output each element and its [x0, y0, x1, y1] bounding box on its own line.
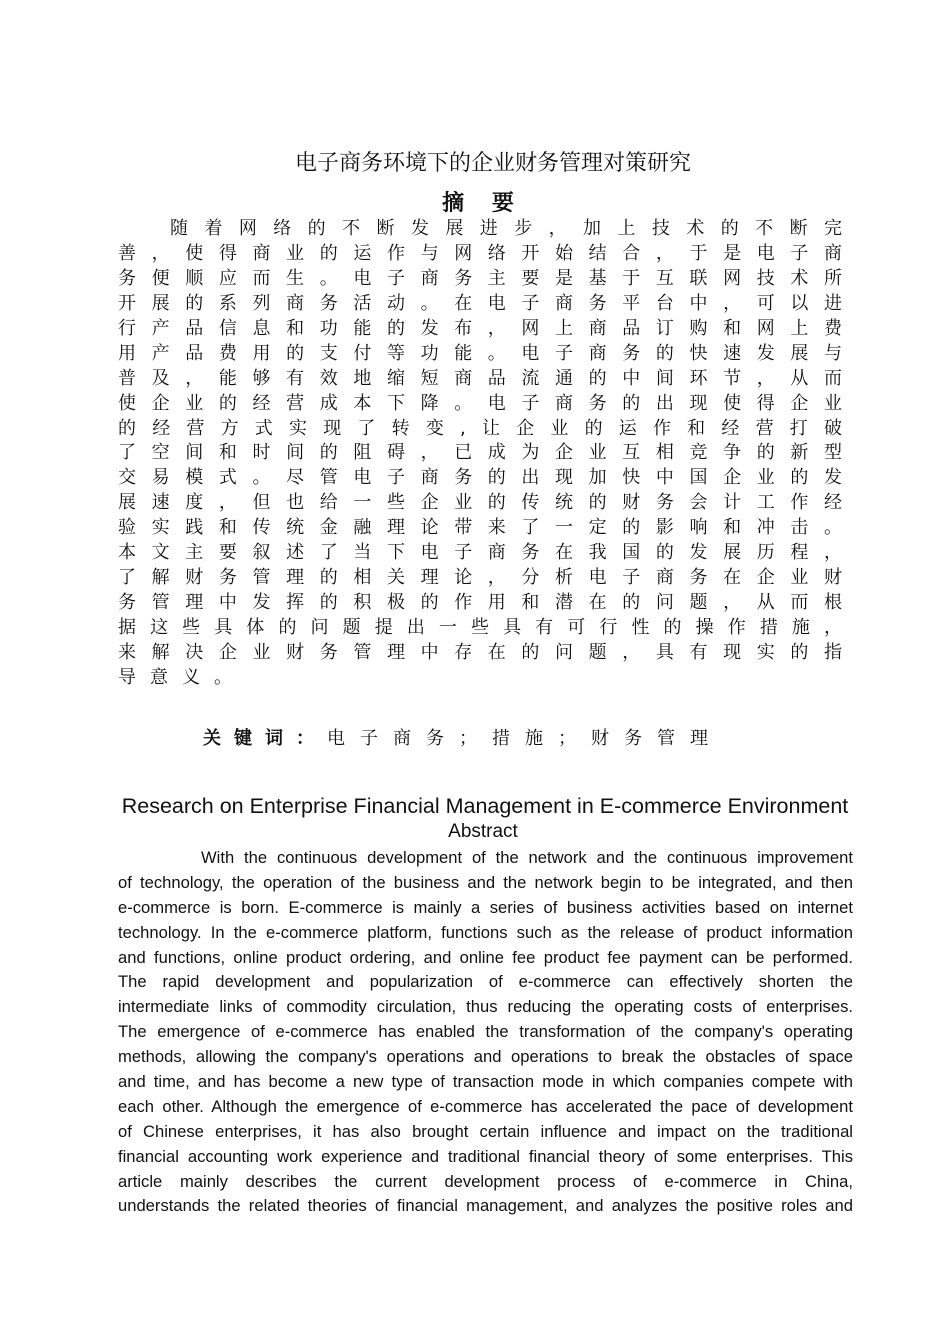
keywords-label: 关键词： [203, 728, 327, 749]
abstract-line-cn: 据这些具体的问题提出一些具有可行性的操作措施， [118, 617, 842, 638]
abstract-line-cn: 交易模式。尽管电子商务的出现加快中国企业的发 [118, 467, 842, 489]
abstract-line-en: and functions, online product ordering, and online fee product fee payment can be performed. [118, 947, 853, 967]
abstract-line-en: and time, and has become a new type of transaction mode in which companies compete with [118, 1072, 853, 1092]
keywords-value: 电子商务；措施；财务管理 [327, 728, 723, 749]
abstract-heading-cn: 摘 要 [442, 191, 524, 216]
abstract-line-cn: 验实践和传统金融理论带来了一定的影响和冲击。 [118, 517, 842, 539]
abstract-line-cn: 导意义。 [118, 666, 246, 688]
abstract-line-cn: 的经营方式实现了转变,让企业的运作和经营打破 [118, 417, 842, 439]
abstract-line-en: intermediate links of commodity circulation, thus reducing the operating costs of enterprises. [118, 997, 853, 1017]
abstract-line-en: each other. Although the emergence of e-commerce has accelerated the pace of development [118, 1096, 853, 1116]
abstract-line-cn: 使企业的经营成本下降。电子商务的出现使得企业 [118, 392, 842, 414]
abstract-line-en: The emergence of e-commerce has enabled the transformation of the company's operating [118, 1022, 853, 1042]
abstract-line-cn: 善，使得商业的运作与网络开始结合，于是电子商 [118, 242, 842, 264]
abstract-line-cn: 展速度，但也给一些企业的传统的财务会计工作经 [118, 492, 842, 514]
abstract-body-cn [118, 217, 842, 691]
keywords-line [203, 724, 723, 750]
abstract-line-cn: 来解决企业财务管理中存在的问题，具有现实的指 [118, 641, 842, 663]
abstract-line-cn: 随着网络的不断发展进步，加上技术的不断完 [170, 218, 842, 239]
abstract-line-en: understands the related theories of financial management, and analyzes the positive roles and [118, 1196, 853, 1216]
abstract-line-en: technology. In the e-commerce platform, functions such as the release of product information [118, 922, 853, 942]
abstract-line-en: of technology, the operation of the business and the network begin to be integrated, and then [118, 872, 853, 892]
document-title-en: Research on Enterprise Financial Management in E-commerce Environment [121, 794, 849, 818]
abstract-line-en: The rapid development and popularization of e-commerce can effectively shorten the [118, 972, 853, 992]
abstract-line-cn: 普及，能够有效地缩短商品流通的中间环节，从而 [118, 367, 842, 389]
abstract-line-en: financial accounting work experience and traditional financial theory of some enterprises. This [118, 1146, 853, 1166]
abstract-line-en: With the continuous development of the network and the continuous improvement [201, 848, 853, 867]
abstract-line-en: of Chinese enterprises, it has also brought certain influence and impact on the traditional [118, 1121, 853, 1141]
abstract-line-cn: 本文主要叙述了当下电子商务在我国的发展历程， [118, 542, 842, 564]
abstract-line-en: e-commerce is born. E-commerce is mainly a series of business activities based on internet [118, 897, 853, 917]
abstract-line-cn: 开展的系列商务活动。在电子商务平台中，可以进 [118, 292, 842, 314]
abstract-line-cn: 行产品信息和功能的发布，网上商品订购和网上费 [118, 317, 842, 339]
document-title-cn: 电子商务环境下的企业财务管理对策研究 [294, 151, 691, 176]
abstract-line-cn: 了空间和时间的阻碍，已成为企业互相竞争的新型 [118, 442, 842, 464]
abstract-line-en: methods, allowing the company's operations and operations to break the obstacles of space [118, 1047, 853, 1067]
abstract-line-cn: 务便顺应而生。电子商务主要是基于互联网技术所 [118, 267, 842, 289]
abstract-line-cn: 了解财务管理的相关理论，分析电子商务在企业财 [118, 567, 842, 589]
abstract-body-en [118, 846, 853, 1219]
abstract-line-cn: 用产品费用的支付等功能。电子商务的快速发展与 [118, 342, 842, 364]
abstract-line-en: article mainly describes the current development process of e-commerce in China, [118, 1171, 853, 1191]
abstract-heading-en: Abstract [448, 821, 518, 842]
abstract-line-cn: 务管理中发挥的积极的作用和潜在的问题，从而根 [118, 592, 842, 614]
